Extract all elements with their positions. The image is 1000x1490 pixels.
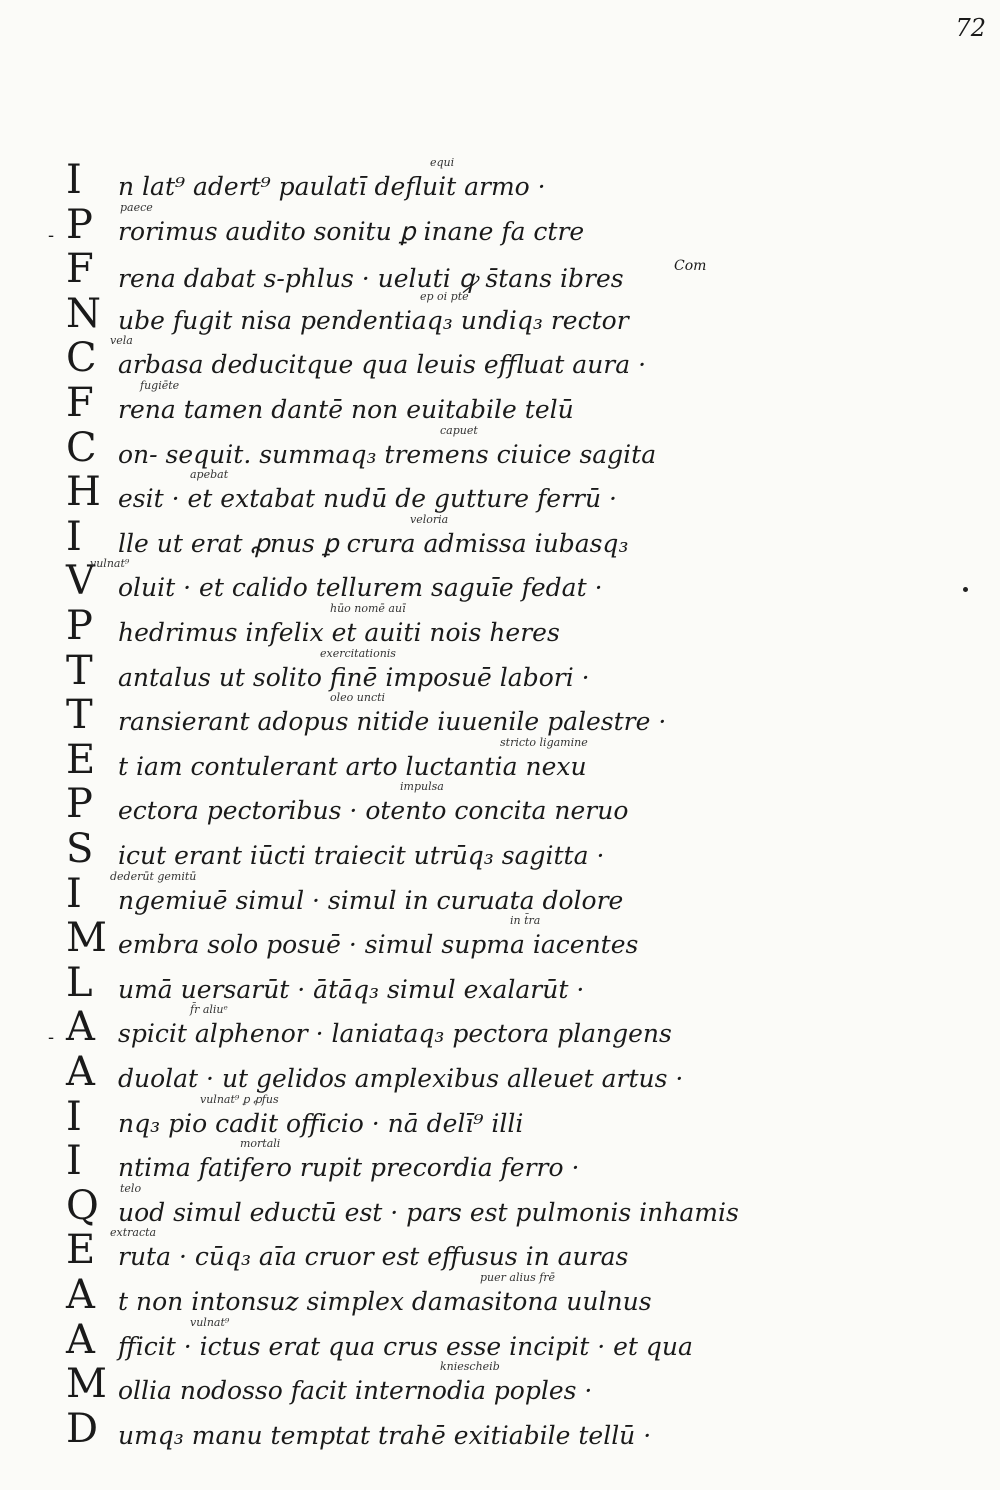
initial-letter: T [66,692,93,739]
manuscript-line [0,1137,1000,1185]
manuscript-line [0,914,1000,962]
line-text: ngemiuē simul · simul in curuata dolore [118,885,624,915]
manuscript-line [0,1315,1000,1364]
interlinear-gloss: hūo nomē auī [330,602,406,615]
initial-letter: T [66,647,93,694]
interlinear-gloss: ep oi pte [420,289,469,303]
line-text: umā uersarūt · ātāq₃ simul exalarūt · [118,974,585,1004]
initial-letter: P [66,603,93,649]
manuscript-line [0,557,1000,605]
line-text: icut erant iūcti traiecit utrūq₃ sagitta · [118,841,605,870]
line-text: duolat · ut gelidos amplexibus alleuet artus · [118,1064,684,1093]
manuscript-line [0,334,1000,382]
manuscript-line [0,1226,1000,1274]
manuscript-line [0,735,1000,784]
manuscript-line [0,826,1000,873]
margin-dash: - [48,1027,55,1049]
interlinear-gloss: apebat [190,468,229,482]
line-text: fficit · ictus erat qua crus esse incipit · et qua [118,1331,693,1361]
initial-letter: I [66,1138,82,1185]
manuscript-line [0,1271,1000,1319]
initial-letter: M [66,915,107,962]
line-text: ectora pectoribus · otento concita neruo [118,796,629,826]
interlinear-gloss: vulnat⁹ ꝑ ꝓfus [200,1092,279,1106]
manuscript-line [0,602,1000,650]
manuscript-line [0,423,1000,472]
line-text: ntima fatifero rupit precordia ferro · [118,1153,580,1183]
page-number: 72 [955,14,986,42]
manuscript-line [0,379,1000,427]
initial-letter: I [66,157,82,203]
line-text: rena dabat s-phlus · ueluti ꝙ s̄tans ibres [118,264,624,294]
initial-letter: N [66,290,101,337]
line-text: uod simul eductū est · pars est pulmonis inhamis [118,1197,739,1227]
manuscript-line [0,869,1000,918]
initial-letter: V [66,558,95,605]
initial-letter: Q [66,1182,99,1229]
line-text: ube fugit nisa pendentiaq₃ undiq₃ rector [118,305,629,335]
line-text: lle ut erat ꝓnus ꝑ crura admissa iubasq₃ [118,528,629,558]
line-text: rorimus audito sonitu ꝑ inane fa ctre [118,216,585,246]
interlinear-gloss: in t̄ra [510,914,541,928]
initial-letter: I [66,1093,82,1140]
manuscript-line [0,646,1000,695]
manuscript-line [0,512,1000,561]
line-text: esit · et extabat nudū de gutture ferrū · [118,484,617,514]
manuscript-line [0,1092,1000,1141]
initial-letter: M [66,1361,107,1408]
manuscript-line [0,1360,1000,1408]
manuscript-line [0,200,1000,249]
initial-letter: D [66,1405,99,1452]
initial-letter: S [66,826,94,872]
line-text: ransierant adopus nitide iuuenile palestre · [118,707,667,737]
initial-letter: L [66,959,93,1006]
line-text: rena tamen dantē non euitabile telū [118,395,574,424]
manuscript-line [0,1003,1000,1051]
initial-letter: F [66,380,94,426]
interlinear-gloss: exercitationis [320,646,396,660]
interlinear-gloss: extracta [110,1226,157,1240]
line-text: nq₃ pio cadit officio · nā delī⁹ illi [118,1108,524,1138]
interlinear-gloss: oleo uncti [330,691,386,705]
initial-letter: A [66,1272,95,1318]
interlinear-gloss: capuet [440,423,478,437]
interlinear-gloss: fugiēte [140,379,180,392]
manuscript-line [0,959,1000,1007]
interlinear-gloss: puer alius frē [480,1271,556,1284]
interlinear-gloss: paece [120,200,153,214]
manuscript-line [0,1181,1000,1230]
line-text: on- sequit. summaq₃ tremens ciuice sagita [118,439,657,469]
line-text: hedrimus infelix et auiti nois heres [118,618,560,647]
initial-letter: P [66,201,93,248]
interlinear-gloss: telo [120,1181,142,1195]
initial-letter: F [66,246,94,293]
initial-letter: I [66,513,82,560]
interlinear-gloss: stricto ligamine [500,735,588,749]
interlinear-gloss: veloria [410,512,449,526]
initial-letter: E [66,1227,96,1274]
initial-letter: C [66,335,97,382]
initial-letter: A [66,1004,95,1051]
line-text: arbasa deducitque qua leuis effluat aura · [118,350,647,380]
interlinear-gloss: vulnat⁹ [190,1315,230,1329]
line-text: spicit alphenor · laniataq₃ pectora plangens [118,1019,672,1049]
margin-dash: - [48,224,55,246]
manuscript-line [0,780,1000,828]
interlinear-gloss: f̄r aliuᵉ [190,1003,228,1017]
margin-note: Com [674,258,707,274]
manuscript-line [0,468,1000,516]
line-text: ollia nodosso facit internodia poples · [118,1376,593,1406]
line-text: oluit · et calido tellurem saguīe fedat · [118,573,603,603]
initial-letter: I [66,870,82,917]
interlinear-gloss: mortali [240,1137,281,1151]
manuscript-line [0,289,1000,338]
line-text: t non intonsuz simplex damasitona uulnus [118,1287,652,1316]
interlinear-gloss: impulsa [400,780,444,794]
interlinear-gloss: dederūt gemitū [110,869,197,883]
line-text: antalus ut solito finē imposuē labori · [118,662,590,692]
manuscript-line [0,156,1000,204]
initial-letter: A [66,1049,95,1095]
line-text: ruta · cūq₃ aīa cruor est effusus in auras [118,1242,629,1272]
line-text: t iam contulerant arto luctantia nexu [118,751,587,781]
manuscript-line [0,246,1000,294]
manuscript-line [0,691,1000,739]
initial-letter: H [66,469,101,516]
interlinear-gloss: vela [110,334,133,348]
manuscript-line [0,1049,1000,1096]
line-text: n lat⁹ adert⁹ paulatī defluit armo · [118,172,546,201]
initial-letter: A [66,1316,95,1363]
interlinear-gloss: equi [430,156,455,169]
initial-letter: E [66,736,96,783]
interlinear-gloss: vulnat⁹ [90,557,130,571]
line-text: embra solo posuē · simul supma iacentes [118,930,639,960]
manuscript-line [0,1405,1000,1453]
interlinear-gloss: kniescheib [440,1360,500,1374]
line-text: umq₃ manu temptat trahē exitiabile tellū · [118,1420,652,1450]
initial-letter: C [66,424,97,471]
initial-letter: P [66,781,93,828]
